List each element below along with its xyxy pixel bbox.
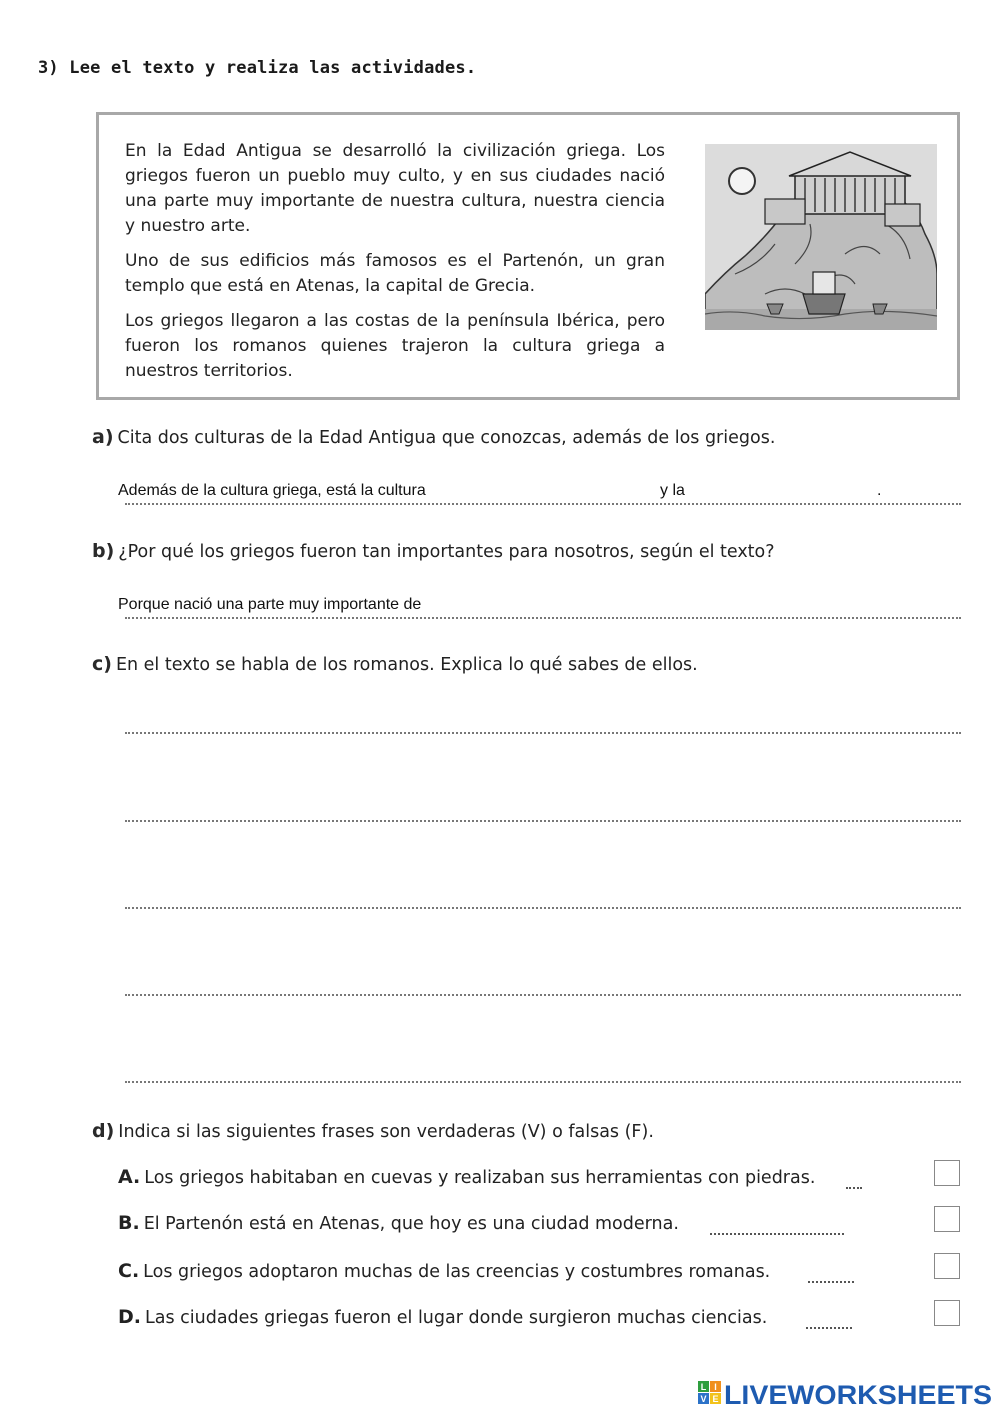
question-c xyxy=(92,653,698,675)
question-a-label: a) xyxy=(92,426,114,448)
statement-d-letter: D. xyxy=(118,1306,141,1328)
question-b-text: ¿Por qué los griegos fueron tan importantes para nosotros, según el texto? xyxy=(118,542,775,562)
liveworksheets-logo xyxy=(698,1378,994,1408)
logo-mark-letter-1: L xyxy=(700,1382,707,1392)
reading-box xyxy=(96,112,960,400)
statement-a-text: Los griegos habitaban en cuevas y realizaban sus herramientas con piedras. xyxy=(144,1168,816,1188)
statement-a-letter: A. xyxy=(118,1166,141,1188)
question-c-text: En el texto se habla de los romanos. Explica lo qué sabes de ellos. xyxy=(115,655,698,675)
question-a-text: Cita dos culturas de la Edad Antigua que conozcas, además de los griegos. xyxy=(117,428,776,448)
statement-d-text: Las ciudades griegas fueron el lugar donde surgieron muchas ciencias. xyxy=(145,1308,768,1328)
question-a xyxy=(92,426,775,448)
reading-paragraph-3: Los griegos llegaron a las costas de la península Ibérica, pero fueron los romanos quienes trajeron la cultura griega a nuestros territorios. xyxy=(125,311,665,381)
reading-paragraph-2: Uno de sus edificios más famosos es el Partenón, un gran templo que está en Atenas, la capital de Grecia. xyxy=(125,251,665,296)
statement-b-dots xyxy=(710,1233,844,1235)
question-d-label: d) xyxy=(92,1120,115,1142)
acropolis-illustration xyxy=(705,144,937,330)
answer-b-blank[interactable] xyxy=(482,592,960,616)
answer-a-prefix: Además de la cultura griega, está la cultura xyxy=(118,482,426,499)
logo-mark-letter-4: E xyxy=(712,1394,719,1404)
statement-c xyxy=(118,1260,770,1282)
activity-title: 3) Lee el texto y realiza las actividades. xyxy=(38,58,477,78)
question-b xyxy=(92,540,775,562)
answer-b-prefix: Porque nació una parte muy importante de xyxy=(118,596,422,613)
answer-b-line xyxy=(125,617,961,619)
statement-c-checkbox[interactable] xyxy=(934,1253,960,1279)
answer-a-end: . xyxy=(877,482,882,499)
question-d xyxy=(92,1120,654,1142)
statement-c-text: Los griegos adoptaron muchas de las creencias y costumbres romanas. xyxy=(143,1262,771,1282)
statement-a xyxy=(118,1166,815,1188)
answer-c-line-4[interactable] xyxy=(125,994,961,996)
answer-c-line-5[interactable] xyxy=(125,1081,961,1083)
statement-c-dots xyxy=(808,1281,854,1283)
answer-a-blank-1[interactable] xyxy=(494,478,654,502)
statement-a-dots xyxy=(846,1187,862,1189)
reading-paragraph-1: En la Edad Antigua se desarrolló la civilización griega. Los griegos fueron un pueblo muy culto, y en sus ciudades nació una parte muy importante de nuestra cultura, nuestra ciencia y nuestro arte. xyxy=(125,141,665,236)
statement-d-dots xyxy=(806,1327,852,1329)
answer-c-line-2[interactable] xyxy=(125,820,961,822)
question-b-label: b) xyxy=(92,540,115,562)
statement-d xyxy=(118,1306,767,1328)
answer-a-line xyxy=(125,503,961,505)
answer-a-middle: y la xyxy=(660,482,685,499)
statement-b-letter: B. xyxy=(118,1212,140,1234)
statement-b-checkbox[interactable] xyxy=(934,1206,960,1232)
question-d-text: Indica si las siguientes frases son verdaderas (V) o falsas (F). xyxy=(118,1122,654,1142)
logo-mark-letter-2: I xyxy=(714,1382,717,1392)
statement-b-text: El Partenón está en Atenas, que hoy es una ciudad moderna. xyxy=(143,1214,679,1234)
question-c-label: c) xyxy=(92,653,112,675)
statement-a-checkbox[interactable] xyxy=(934,1160,960,1186)
answer-c-line-1[interactable] xyxy=(125,732,961,734)
statement-d-checkbox[interactable] xyxy=(934,1300,960,1326)
statement-c-letter: C. xyxy=(118,1260,140,1282)
statement-b xyxy=(118,1212,679,1234)
answer-a-blank-2[interactable] xyxy=(694,478,874,502)
logo-mark-letter-3: V xyxy=(700,1394,707,1404)
answer-c-line-3[interactable] xyxy=(125,907,961,909)
logo-wordmark: LIVEWORKSHEETS xyxy=(724,1380,992,1408)
